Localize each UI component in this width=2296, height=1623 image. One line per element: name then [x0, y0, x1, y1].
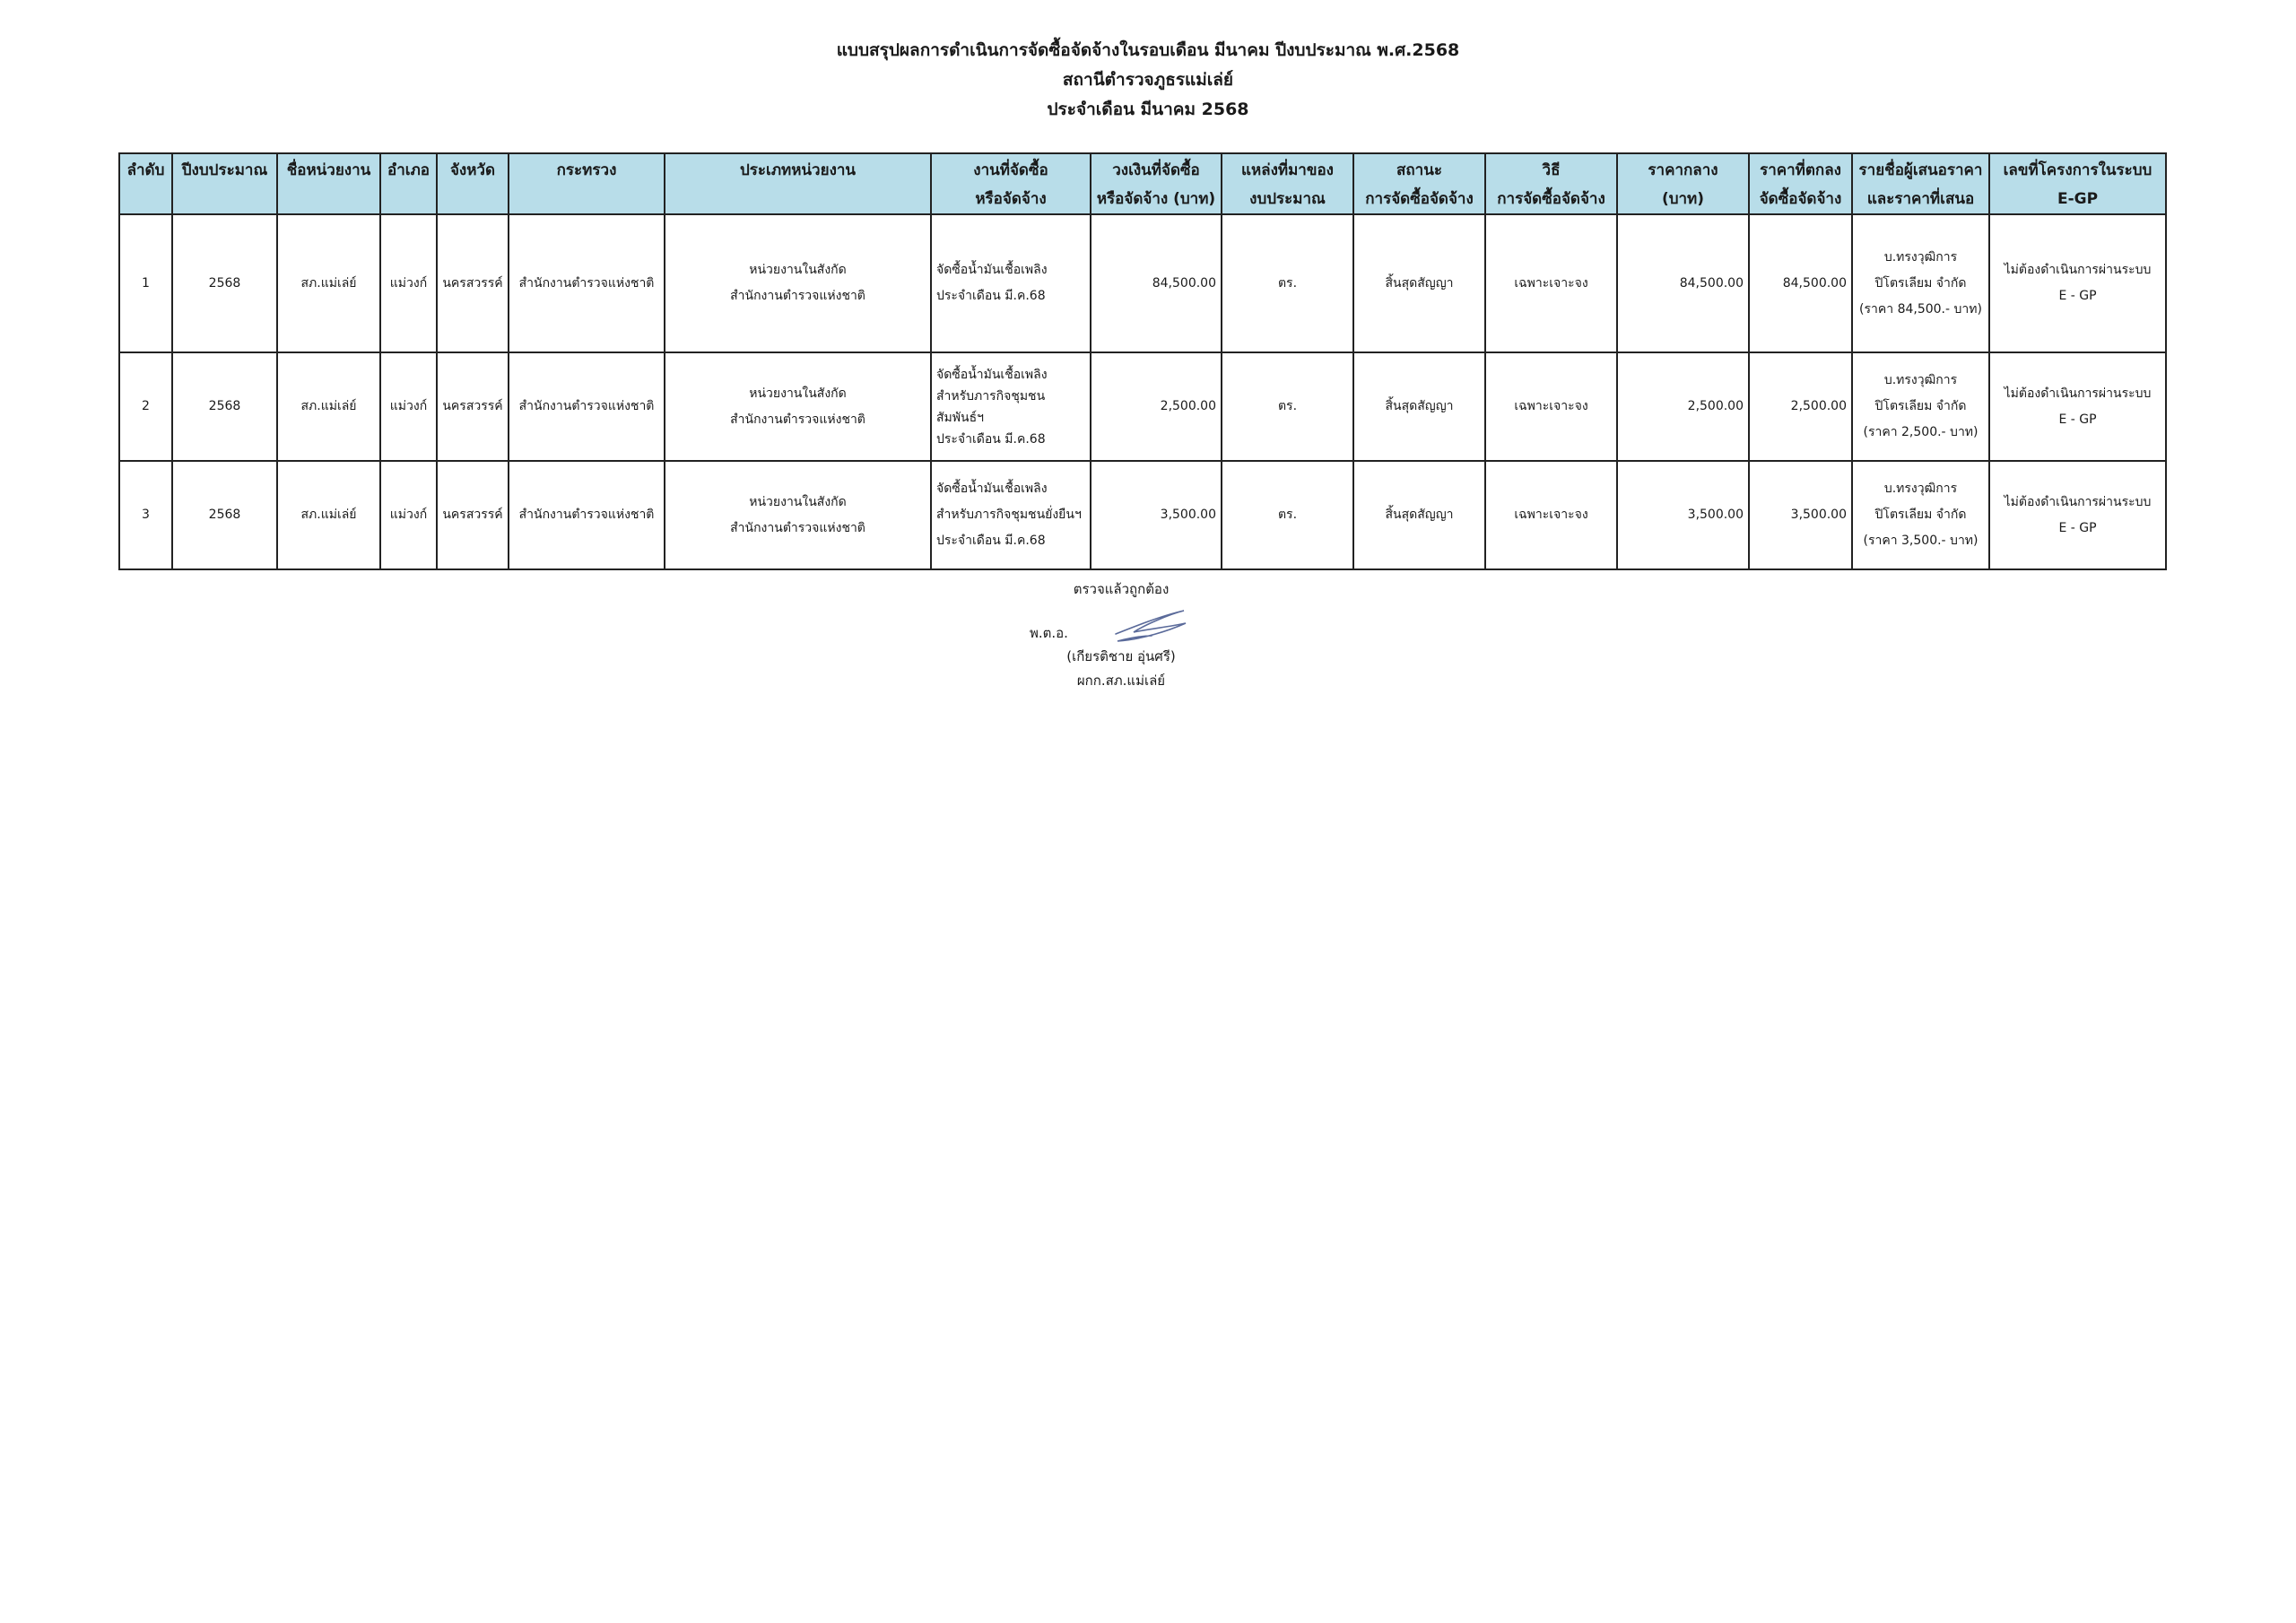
- cell-agency: สภ.แม่เล่ย์: [277, 461, 380, 569]
- handwritten-signature: [1107, 603, 1196, 645]
- cell-agency-type: หน่วยงานในสังกัด สำนักงานตำรวจแห่งชาติ: [665, 352, 931, 461]
- col-header-agency-type: ประเภทหน่วยงาน: [665, 153, 931, 214]
- cell-no: 1: [119, 214, 172, 352]
- cell-ministry: สำนักงานตำรวจแห่งชาติ: [509, 461, 665, 569]
- cell-year: 2568: [172, 214, 277, 352]
- table-row: [119, 461, 2166, 569]
- cell-method: เฉพาะเจาะจง: [1485, 352, 1617, 461]
- signer-rank: พ.ต.อ.: [1030, 625, 1068, 641]
- cell-agency: สภ.แม่เล่ย์: [277, 214, 380, 352]
- cell-source: ตร.: [1222, 352, 1353, 461]
- table-row: [119, 352, 2166, 461]
- col-header-method: วิธี การจัดซื้อจัดจ้าง: [1485, 153, 1617, 214]
- document-title: [0, 36, 2296, 125]
- cell-bidders: บ.ทรงวุฒิการ ปิโตรเลียม จำกัด (ราคา 84,500.- บาท): [1852, 214, 1989, 352]
- col-header-budget: วงเงินที่จัดซื้อ หรือจัดจ้าง (บาท): [1091, 153, 1222, 214]
- cell-agreed-price: 84,500.00: [1749, 214, 1852, 352]
- cell-item: จัดซื้อน้ำมันเชื้อเพลิง สำหรับภารกิจชุมชน สัมพันธ์ฯ ประจำเดือน มี.ค.68: [931, 352, 1091, 461]
- cell-budget: 3,500.00: [1091, 461, 1222, 569]
- cell-status: สิ้นสุดสัญญา: [1353, 214, 1485, 352]
- cell-method: เฉพาะเจาะจง: [1485, 461, 1617, 569]
- cell-median-price: 2,500.00: [1617, 352, 1749, 461]
- col-header-status: สถานะ การจัดซื้อจัดจ้าง: [1353, 153, 1485, 214]
- cell-year: 2568: [172, 461, 277, 569]
- cell-district: แม่วงก์: [380, 214, 437, 352]
- title-line-2: สถานีตำรวจภูธรแม่เล่ย์: [1062, 70, 1234, 90]
- cell-status: สิ้นสุดสัญญา: [1353, 352, 1485, 461]
- cell-item: จัดซื้อน้ำมันเชื้อเพลิง สำหรับภารกิจชุมชนยั่งยืนฯ ประจำเดือน มี.ค.68: [931, 461, 1091, 569]
- cell-status: สิ้นสุดสัญญา: [1353, 461, 1485, 569]
- cell-province: นครสวรรค์: [437, 214, 509, 352]
- cell-district: แม่วงก์: [380, 352, 437, 461]
- certified-label: ตรวจแล้วถูกต้อง: [1073, 581, 1170, 597]
- cell-bidders: บ.ทรงวุฒิการ ปิโตรเลียม จำกัด (ราคา 2,500.- บาท): [1852, 352, 1989, 461]
- col-header-item: งานที่จัดซื้อ หรือจัดจ้าง: [931, 153, 1091, 214]
- cell-egp: ไม่ต้องดำเนินการผ่านระบบ E - GP: [1989, 352, 2166, 461]
- col-header-median-price: ราคากลาง (บาท): [1617, 153, 1749, 214]
- cell-year: 2568: [172, 352, 277, 461]
- cell-median-price: 3,500.00: [1617, 461, 1749, 569]
- cell-item: จัดซื้อน้ำมันเชื้อเพลิง ประจำเดือน มี.ค.68: [931, 214, 1091, 352]
- cell-agency-type: หน่วยงานในสังกัด สำนักงานตำรวจแห่งชาติ: [665, 214, 931, 352]
- cell-budget: 2,500.00: [1091, 352, 1222, 461]
- cell-ministry: สำนักงานตำรวจแห่งชาติ: [509, 214, 665, 352]
- cell-bidders: บ.ทรงวุฒิการ ปิโตรเลียม จำกัด (ราคา 3,500.- บาท): [1852, 461, 1989, 569]
- procurement-table: [118, 152, 2167, 570]
- col-header-province: จังหวัด: [437, 153, 509, 214]
- cell-agency: สภ.แม่เล่ย์: [277, 352, 380, 461]
- cell-egp: ไม่ต้องดำเนินการผ่านระบบ E - GP: [1989, 214, 2166, 352]
- signoff-block: [1031, 577, 1211, 693]
- cell-district: แม่วงก์: [380, 461, 437, 569]
- col-header-source: แหล่งที่มาของ งบประมาณ: [1222, 153, 1353, 214]
- cell-method: เฉพาะเจาะจง: [1485, 214, 1617, 352]
- col-header-year: ปีงบประมาณ: [172, 153, 277, 214]
- title-line-1: แบบสรุปผลการดำเนินการจัดซื้อจัดจ้างในรอบเดือน มีนาคม ปีงบประมาณ พ.ศ.2568: [836, 40, 1460, 60]
- signer-position: ผกก.สภ.แม่เล่ย์: [1076, 673, 1166, 689]
- col-header-district: อำเภอ: [380, 153, 437, 214]
- cell-egp: ไม่ต้องดำเนินการผ่านระบบ E - GP: [1989, 461, 2166, 569]
- col-header-bidders: รายชื่อผู้เสนอราคา และราคาที่เสนอ: [1852, 153, 1989, 214]
- col-header-agency: ชื่อหน่วยงาน: [277, 153, 380, 214]
- cell-agreed-price: 2,500.00: [1749, 352, 1852, 461]
- cell-source: ตร.: [1222, 461, 1353, 569]
- cell-province: นครสวรรค์: [437, 461, 509, 569]
- signature-row: [1031, 602, 1211, 647]
- cell-agreed-price: 3,500.00: [1749, 461, 1852, 569]
- cell-budget: 84,500.00: [1091, 214, 1222, 352]
- col-header-no: ลำดับ: [119, 153, 172, 214]
- cell-ministry: สำนักงานตำรวจแห่งชาติ: [509, 352, 665, 461]
- table-row: [119, 214, 2166, 352]
- cell-province: นครสวรรค์: [437, 352, 509, 461]
- signer-name: (เกียรติชาย อุ่นศรี): [1066, 648, 1176, 664]
- col-header-agreed-price: ราคาที่ตกลง จัดซื้อจัดจ้าง: [1749, 153, 1852, 214]
- cell-no: 3: [119, 461, 172, 569]
- title-line-3: ประจำเดือน มีนาคม 2568: [1047, 100, 1249, 119]
- cell-agency-type: หน่วยงานในสังกัด สำนักงานตำรวจแห่งชาติ: [665, 461, 931, 569]
- cell-median-price: 84,500.00: [1617, 214, 1749, 352]
- table-header-row: [119, 153, 2166, 214]
- col-header-ministry: กระทรวง: [509, 153, 665, 214]
- col-header-egp: เลขที่โครงการในระบบ E-GP: [1989, 153, 2166, 214]
- cell-source: ตร.: [1222, 214, 1353, 352]
- cell-no: 2: [119, 352, 172, 461]
